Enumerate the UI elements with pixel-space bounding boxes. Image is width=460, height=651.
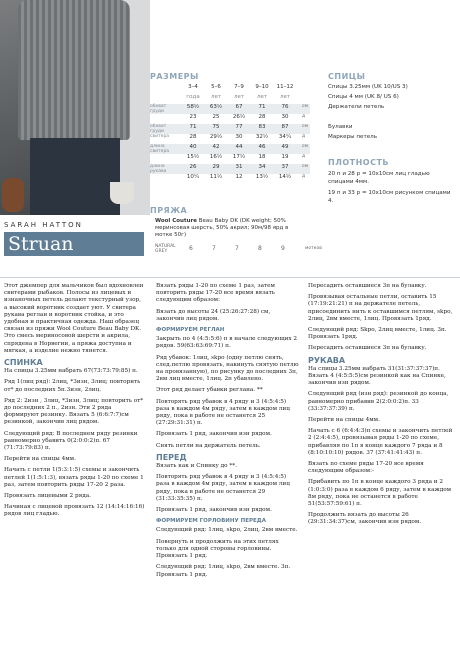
- needles-line: Держатели петель: [328, 104, 385, 110]
- yarn-color: NATURAL GREY: [155, 244, 176, 254]
- sizes-row: длина свитера 40 42 44 46 49 см: [150, 144, 310, 154]
- paragraph: Прибавить по 1п в конце каждого 3 ряда и 2 (1:0:3:0) раза в каждом 6 ряду, затем в каждом 8м ряду, пока не останется в работе 51(53:57:59:61) п.: [308, 479, 452, 508]
- yarn-amount: 6: [189, 245, 193, 252]
- needles-line: [328, 112, 456, 122]
- paragraph: Следующий ряд: Skpo, 2лиц вместе, 1лиц. 3п. Провязать 1ряд.: [308, 327, 447, 341]
- paragraph: На спицы 3.25мм набрать 67(73:73:79:85) п.: [4, 368, 138, 375]
- cover-photo: [0, 0, 150, 215]
- yarn-heading: ПРЯЖА: [150, 206, 188, 215]
- paragraph: Этот ряд делает убавки реглана. **: [156, 387, 263, 394]
- needles-line: Спицы 4 мм (UK 8/ US 6): [328, 94, 399, 100]
- needles-list: [328, 82, 456, 142]
- sizes-row: 10¼ 11½ 12 13½ 14½ д: [186, 174, 306, 180]
- yarn-amount: 7: [235, 245, 239, 252]
- sizes-table: [150, 84, 310, 184]
- sizes-row: 23 25 26½ 28 30 д: [189, 114, 306, 120]
- yarn-unit: мотков: [305, 246, 322, 251]
- gauge-text: [328, 170, 456, 205]
- yarn-amounts: [155, 244, 325, 256]
- needles-heading: СПИЦЫ: [328, 72, 366, 81]
- paragraph: Начать с 6 (6:4:4:3)п схемы и закончить петлей 2 (2:4:4:5), провязывая ряды 1-20 по схеме, прибавляя по 1п в конце каждого 7 ряда и 8 (8:10:10:10) рядов. 37 (37:41:41:43) п.: [308, 428, 453, 456]
- intro-text: Этот джемпер для мальчиков был вдохновлен свитерами рыбаков. Полосы из лицевых и изнаночных петель делают текстурный узор, а высокий воротник создает уют. У свитера рукава реглан и воротник стойка, и это удобная и практичная одежда. Наш образец связан из пряжи Wool Couture Beau Baby DK. Это смесь мериносовой шерсти и акрила, спрядена в Норвегии, а пряжа доступна и мягкая, а изделие нежно тянется.: [4, 283, 144, 354]
- column-3: [308, 283, 456, 531]
- sweater-image: [18, 0, 130, 140]
- paragraph: Ряд убавок: 1лиц, skpo (одну петлю снять, след.петлю провязать, накинуть снятую петлю на провязанную), по рисунку до последних 3п, 2вм лиц вместе, 1лиц. 2п убавлено.: [156, 354, 299, 383]
- yarn-amount: 9: [281, 245, 285, 252]
- sizes-row: длина рукава 26 29 31 34 37 см: [150, 164, 310, 174]
- column-2: [156, 283, 300, 583]
- sizes-row: обхват груди 58½ 63½ 67 71 76 см: [150, 104, 310, 114]
- paragraph: На спицы 3.25мм набрать 31(31:37:37:37)п. Вязать 4 (4:5:5:5)см резинкой как на Спинке, закончив изн рядом.: [308, 365, 446, 387]
- sleeves-heading: РУКАВА: [308, 355, 346, 365]
- paragraph: Провязать 1 ряд, закончив изн рядом.: [156, 431, 272, 438]
- back-heading: СПИНКА: [4, 358, 43, 368]
- front-heading: ПЕРЕД: [156, 452, 187, 462]
- paragraph: Пересадить оставшиеся 3п на булавку.: [308, 345, 427, 352]
- paragraph: Провязывая остальные петли, оставить 15 (17:19:21:21) п на держателе петель, присоединить нить к оставшимся петлям, skpo, 2лиц, 2вм вместе, 1лиц. Провязать 1ряд.: [308, 294, 453, 322]
- paragraph: Перейти на спицы 4мм.: [308, 417, 380, 424]
- yarn-description: [155, 218, 305, 239]
- paragraph: Следующий ряд: В последнем ряду резинки равномерно убавить 0(2:0:0:2)п. 67 (71:73:79:83) п.: [4, 430, 138, 452]
- column-1: [4, 283, 146, 523]
- paragraph: Следующий ряд (изн ряд): резинкой до конца, равномерно прибавив 2(2:0:0:2)п. 33 (33:37:37:39) п.: [308, 391, 449, 412]
- collection-title: Struan: [4, 232, 144, 256]
- needles-line: Маркеры петель: [328, 134, 378, 140]
- cup-image: [110, 182, 134, 204]
- paragraph: Ряд 2: 2изн , 3лиц, *3изн, 3лиц; повторить от* до последних 2 п., 2изн. Эти 2 ряда формируют резинку. Вязать 5 (6:6:7:7)см резинкой, закончив лиц рядом.: [4, 397, 144, 426]
- boot-image: [2, 178, 24, 212]
- sizes-row: года лет лет лет лет: [186, 94, 291, 100]
- paragraph: Следующий ряд: 1лиц, skpo, 2вм вместе. 3п. Провязать 1 ряд.: [156, 564, 291, 578]
- paragraph: Вязать до высоты 24 (25:26:27:28) см, закончив лиц рядом.: [156, 308, 271, 322]
- needles-line: Спицы 3.25мм (UK 10/US 3): [328, 84, 408, 90]
- raglan-heading: ФОРМИРУЕМ РЕГЛАН: [156, 327, 225, 334]
- gauge-line: 20 п и 28 р = 10х10см лиц гладью спицами 4мм.: [328, 171, 430, 185]
- yarn-details: Beau Baby DK (DK weight; 50% меринсовая шерсть, 50% акрил; 90м/98 ярд в мотке 50г): [155, 218, 289, 238]
- sizes-row: обхват груди свитера 71 75 77 83 87 см: [150, 124, 310, 134]
- paragraph: Вязать как и Спинку до **.: [156, 463, 237, 470]
- paragraph: Перейти на спицы 4мм.: [4, 456, 76, 463]
- paragraph: Вязать ряды 1-20 по схеме 1 раз, затем повторить ряды 17-20 все время вязать следующим образом:: [156, 283, 275, 304]
- neck-heading: ФОРМИРУЕМ ГОРЛОВИНУ ПЕРЕДА: [156, 518, 266, 525]
- needles-line: Булавки: [328, 124, 353, 130]
- paragraph: Следующий ряд: 1лиц, skpo, 2лиц, 2вм вместе.: [156, 527, 298, 534]
- sizes-row: 28 29½ 30 32½ 34¼ д: [189, 134, 306, 140]
- sizes-row: 3–4 5–6 7–9 9–10 11–12: [188, 84, 294, 90]
- paragraph: Ряд 1(лиц ряд): 2лиц, *3изн, 3лиц; повторить от* до последних 5п.3изн, 2лиц.: [4, 379, 141, 393]
- paragraph: Повторять ряд убавок в 4 ряду и 3 (4:5:4:5) раза в каждом 4м ряду, затем в каждом лиц ряду, пока в работе не останется 25 (27:29:31:31) п.: [156, 398, 290, 427]
- paragraph: Повторять ряд убавок в 4 ряду и 3 (4:5:4:5) раза в каждом 4м ряду, затем в каждом лиц ряду, пока в работе не останется 29 (31:33:35:35) п.: [156, 474, 290, 502]
- paragraph: Вязать по схеме ряды 17-20 все время следующим образом:-: [308, 461, 424, 475]
- gauge-heading: ПЛОТНОСТЬ: [328, 158, 390, 167]
- yarn-amount: 8: [258, 245, 262, 252]
- jeans-image: [30, 138, 120, 215]
- paragraph: Снять петли на держатель петель.: [156, 442, 261, 449]
- section-divider: [0, 277, 460, 278]
- author-name: SARAH HATTON: [4, 221, 83, 229]
- yarn-name: Wool Couture: [155, 218, 197, 224]
- paragraph: Провязать 1 ряд, закончив изн рядом.: [156, 507, 272, 514]
- gauge-line: 19 п и 33 р = 10х10см рисунком спицами 4.: [328, 190, 451, 204]
- paragraph: Продолжить вязать до высоты 26 (29:31:34:37)см, закончив изн рядом.: [308, 512, 422, 526]
- paragraph: Начать с петли 1(5:3:1:5) схемы и закончить петлей 1(1:5:1:3), вязать ряды 1-20 по схеме 1 раз, затем повторить ряды 17-20 2 раза.: [4, 467, 144, 488]
- paragraph: Пересадить оставшиеся 3п на булавку.: [308, 283, 427, 289]
- paragraph: Закрыть по 4 (4:5:5:6) п в начале следующих 2 рядов. 59(63:63:69:71) п.: [156, 336, 298, 350]
- sizes-heading: РАЗМЕРЫ: [150, 72, 199, 81]
- paragraph: Повернуть и продолжить на этих петлях только для одной стороны горловины. Провязать 1 ряд.: [156, 538, 279, 560]
- brand-block: [0, 218, 150, 260]
- sizes-row: 15½ 16½ 17½ 18 19 д: [186, 154, 306, 160]
- paragraph: Провязать лицевыми 2 ряда.: [4, 493, 91, 500]
- yarn-amount: 7: [212, 245, 216, 252]
- paragraph: Начиная с лицевой провязать 12 (14:14:16:16) рядов лиц гладью.: [4, 504, 145, 518]
